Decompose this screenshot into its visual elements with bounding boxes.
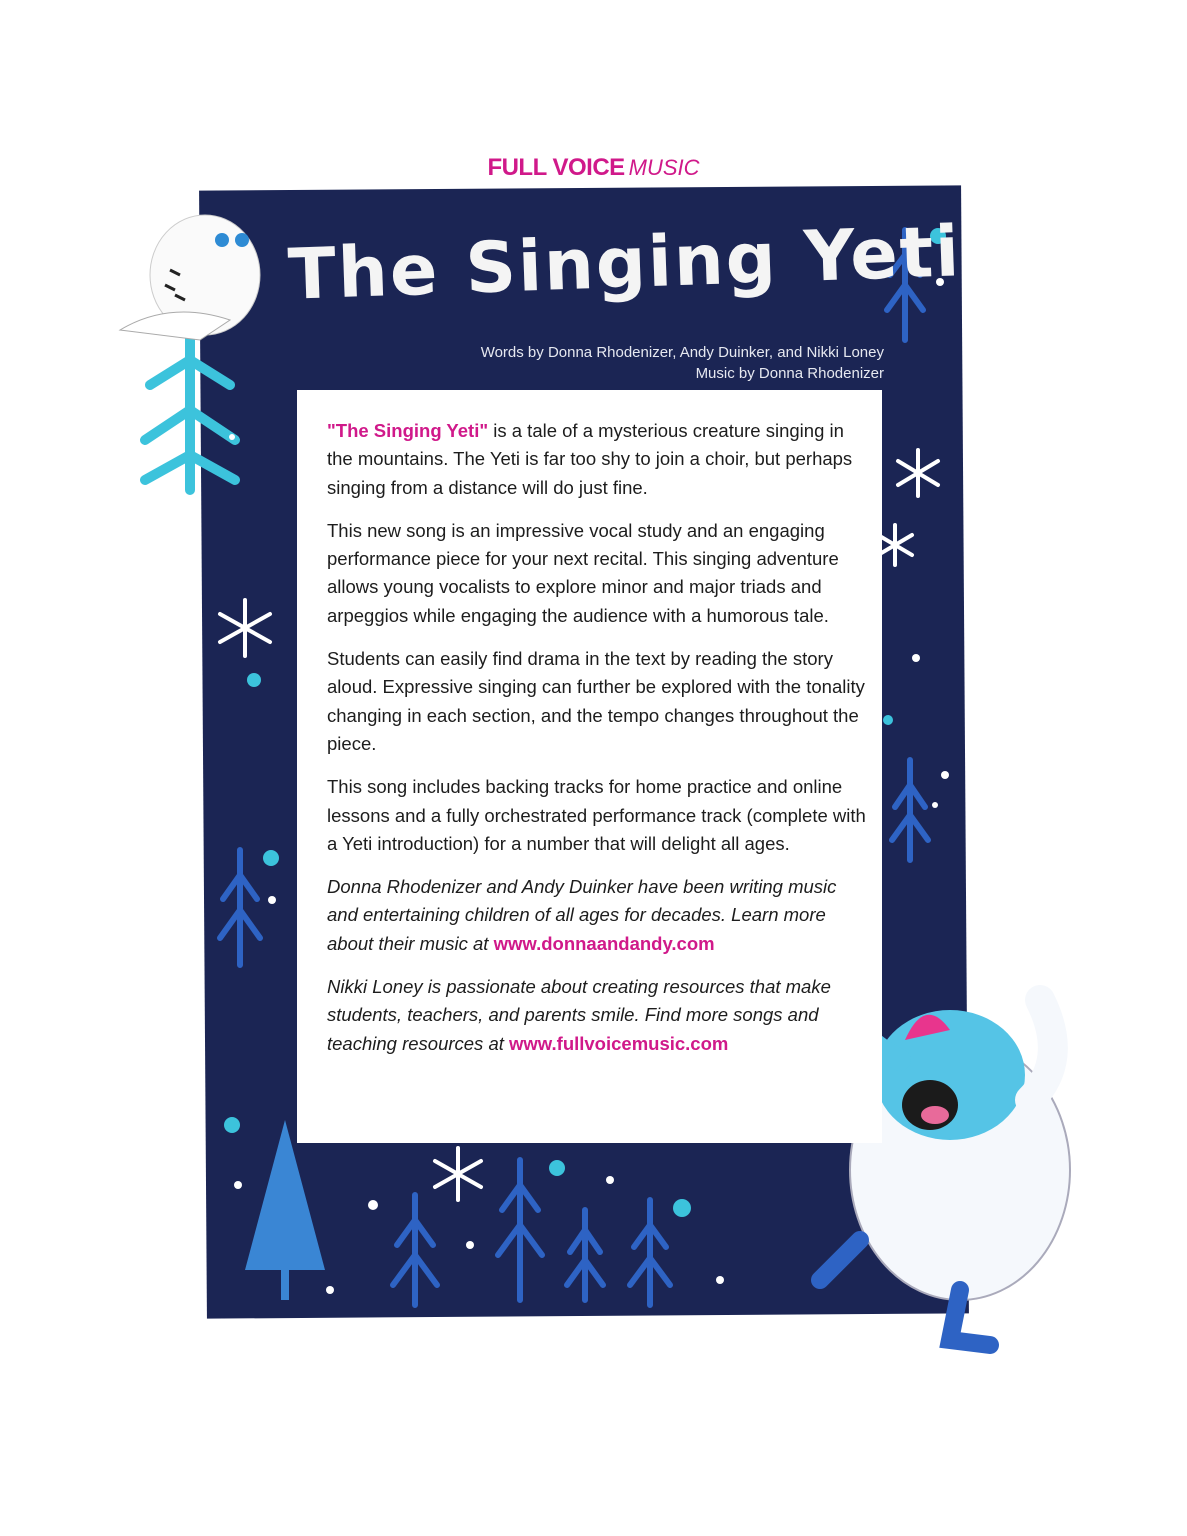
brand-script: MUSIC	[628, 155, 700, 180]
intro-text: is a tale of a mysterious creature singing in the mountains. The Yeti is far too shy to join a choir, but perhaps singing from a distance will do just fine.	[327, 420, 853, 498]
owl-icon	[120, 215, 260, 340]
song-title-highlight: "The Singing Yeti"	[327, 420, 489, 441]
paragraph-tracks: This song includes backing tracks for home practice and online lessons and a fully orchestrated performance track (complete with a Yeti introduction) for a number that will delight all ages.	[327, 776, 866, 854]
nikki-text: Nikki Loney is passionate about creating resources that make students, teachers, and parents smile. Find more songs and teaching resources at	[327, 976, 831, 1054]
paragraph-drama: Students can easily find drama in the text by reading the story aloud. Expressive singing can further be explored with the tonality changing in each section, and the tempo changes throughout the piece.	[327, 648, 865, 754]
words-credit: Words by Donna Rhodenizer, Andy Duinker, and Nikki Loney	[480, 344, 884, 361]
tree-icon	[145, 330, 235, 490]
paragraph-study: This new song is an impressive vocal study and an engaging performance piece for your next recital. This singing adventure allows young vocalists to explore minor and major triads and arpeggios while engaging the audience with a humorous tale.	[327, 519, 839, 626]
paragraph-authors	[327, 873, 867, 958]
paragraph-intro	[327, 417, 867, 502]
authors-text: Donna Rhodenizer and Andy Duinker have been writing music and entertaining children of all ages for decades. Learn more about their music at	[327, 876, 837, 954]
description	[327, 417, 867, 1073]
brand-name: FULL VOICE	[487, 154, 625, 181]
music-credit: Music by Donna Rhodenizer	[695, 365, 884, 382]
fullvoicemusic-link[interactable]: www.fullvoicemusic.com	[509, 1032, 729, 1054]
page-title: The Singing Yeti	[286, 210, 963, 316]
credits	[481, 342, 884, 384]
donnaandandy-link[interactable]: www.donnaandandy.com	[493, 932, 715, 954]
paragraph-nikki	[327, 973, 867, 1058]
